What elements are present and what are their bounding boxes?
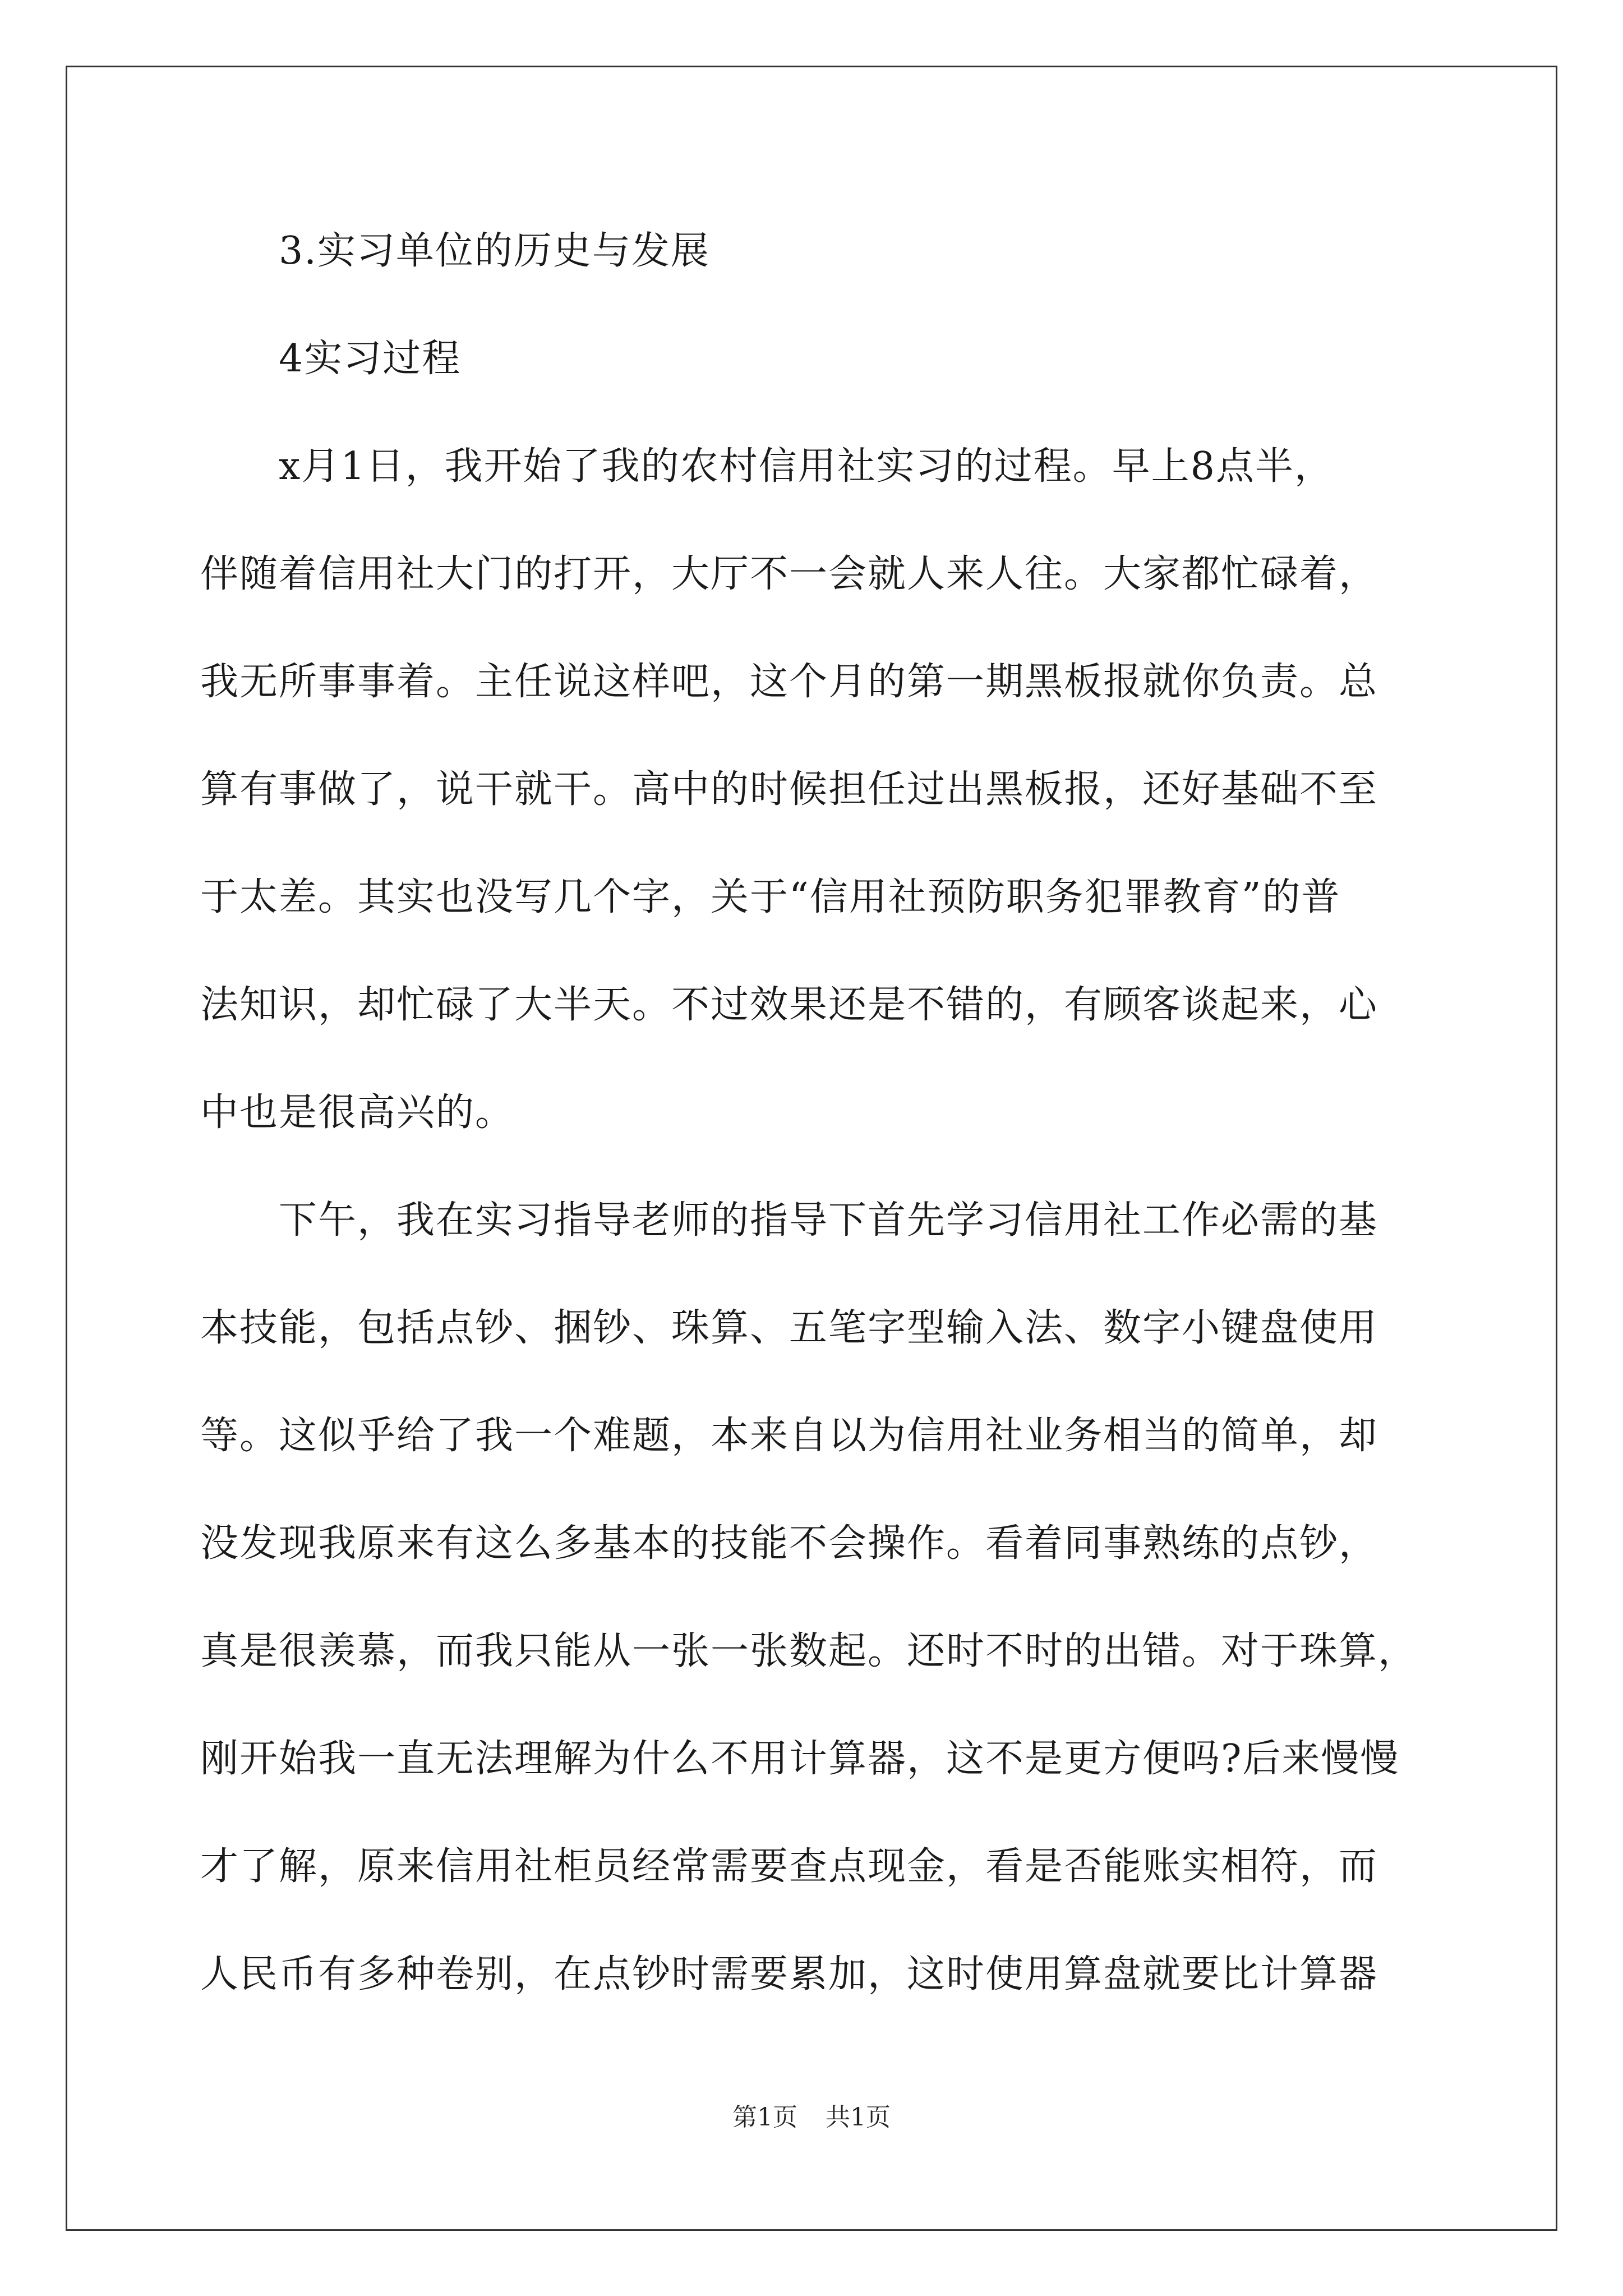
paragraph-line: 于太差。其实也没写几个字，关于“信用社预防职务犯罪教育”的普 [200, 875, 1341, 919]
paragraph-line: 我无所事事着。主任说这样吧，这个月的第一期黑板报就你负责。总 [200, 660, 1378, 704]
paragraph-line: 才了解，原来信用社柜员经常需要查点现金，看是否能账实相符，而 [200, 1844, 1378, 1889]
section-heading: 3.实习单位的历史与发展 [279, 229, 710, 273]
document-body [200, 224, 1428, 2055]
paragraph-line: 本技能，包括点钞、捆钞、珠算、五笔字型输入法、数字小键盘使用 [200, 1306, 1378, 1350]
paragraph-line: 中也是很高兴的。 [200, 1091, 515, 1135]
paragraph-line: 下午，我在实习指导老师的指导下首先学习信用社工作必需的基 [279, 1198, 1378, 1243]
paragraph-line: 没发现我原来有这么多基本的技能不会操作。看着同事熟练的点钞， [200, 1521, 1378, 1566]
paragraph-line: 等。这似乎给了我一个难题，本来自以为信用社业务相当的简单，却 [200, 1414, 1378, 1458]
paragraph-line: 人民币有多种卷别，在点钞时需要累加，这时使用算盘就要比计算器 [200, 1952, 1378, 1996]
total-pages: 共1页 [826, 2103, 891, 2132]
paragraph-line: 刚开始我一直无法理解为什么不用计算器，这不是更方便吗?后来慢慢 [200, 1737, 1400, 1781]
paragraph-line: 法知识，却忙碌了大半天。不过效果还是不错的，有顾客谈起来，心 [200, 983, 1378, 1027]
section-heading: 4实习过程 [279, 337, 462, 381]
page-footer [0, 2101, 1623, 2134]
paragraph-line: 算有事做了，说干就干。高中的时候担任过出黑板报，还好基础不至 [200, 767, 1378, 812]
paragraph-line: 真是很羡慕，而我只能从一张一张数起。还时不时的出错。对于珠算， [200, 1629, 1418, 1673]
paragraph-line: 伴随着信用社大门的打开，大厅不一会就人来人往。大家都忙碌着， [200, 552, 1378, 596]
page-number: 第1页 [732, 2103, 797, 2132]
paragraph-line: x月1日，我开始了我的农村信用社实习的过程。早上8点半， [279, 444, 1334, 489]
